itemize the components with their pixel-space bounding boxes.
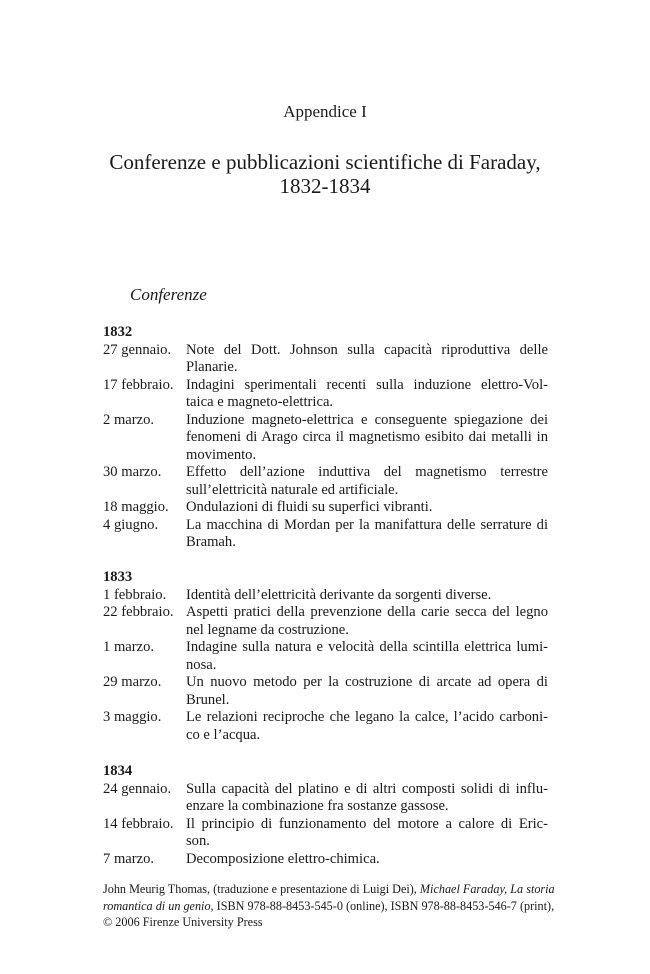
year-heading: 1833 [103,569,133,585]
lecture-title-line: taica e magneto-elettrica. [186,394,334,410]
lecture-title [186,499,548,517]
lecture-title-line: co e l’acqua. [186,726,261,743]
lecture-title [186,517,548,552]
lecture-title-line: Indagini sperimentali recenti sulla induzione elettro-Vol- [186,376,548,393]
lecture-entry [103,674,548,709]
lecture-title-line: movimento. [186,446,257,463]
lecture-title-line: sull’elettricità naturale ed artificiale. [186,481,399,498]
citation-footer [103,881,555,931]
lecture-title-line: enzare la combinazione fra sostanze gassose. [186,798,449,814]
year-section-1832 [103,324,548,552]
lecture-date: 4 giugno. [103,516,159,533]
lecture-title [186,709,548,744]
lecture-title-line: La macchina di Mordan per la manifattura delle serrature di [186,516,548,533]
lecture-date: 2 marzo. [103,411,155,428]
year-section-1834 [103,763,548,868]
lecture-title [186,674,548,709]
lecture-title-line: fenomeni di Arago circa il magnetismo esibito dai metalli in [186,429,548,445]
page-title-line: Conferenze e pubblicazioni scientifiche di Faraday, [109,150,541,174]
lecture-title-line: Ondulazioni di fluidi su superfici vibranti. [186,499,433,515]
lecture-title [186,587,548,605]
lecture-title-line: Il principio di funzionamento del motore a calore di Eric- [186,815,548,832]
footer-book-title: Michael Faraday, La storia [419,882,555,896]
lecture-title [186,464,548,499]
footer-line [103,881,555,898]
lecture-title-line: Sulla capacità del platino e di altri composti solidi di influ- [186,780,548,797]
lecture-entry [103,342,548,377]
footer-book-title: romantica di un genio [103,898,211,913]
lecture-date: 27 gennaio. [103,341,172,358]
footer-text: John Meurig Thomas, (traduzione e presentazione di Luigi Dei), [103,882,420,896]
year-heading: 1834 [103,763,133,779]
footer-text: , ISBN 978-88-8453-545-0 (online), ISBN 978-88-8453-546-7 (print), [210,898,555,913]
lecture-entry [103,781,548,816]
lecture-entry [103,851,548,869]
lecture-date: 7 marzo. [103,850,155,867]
footer-line [103,898,555,915]
lecture-entry [103,709,548,744]
lecture-title-line: Identità dell’elettricità derivante da sorgenti diverse. [186,586,492,603]
lecture-entry [103,499,548,517]
lecture-title-line: Le relazioni reciproche che legano la calce, l’acido carboni- [186,709,548,725]
appendix-title: Appendice I [283,102,367,121]
lecture-title-line: Un nuovo metodo per la costruzione di arcate ad opera di [186,674,548,690]
lecture-title-line: Bramah. [186,534,236,550]
lecture-date: 22 febbraio. [103,604,174,620]
lecture-entry [103,587,548,605]
lecture-title-line: nosa. [186,656,217,673]
lecture-date: 29 marzo. [103,674,162,690]
lecture-title-line: Induzione magneto-elettrica e conseguente spiegazione dei [186,411,548,428]
lecture-title [186,851,548,869]
lecture-date: 30 marzo. [103,464,162,480]
year-section-1833 [103,569,548,744]
lecture-title-line: Brunel. [186,691,230,708]
lecture-date: 18 maggio. [103,499,169,515]
lecture-entry [103,377,548,412]
lecture-date: 3 maggio. [103,709,162,725]
page-title [0,150,650,198]
lecture-title [186,342,548,377]
footer-copyright: © 2006 Firenze University Press [103,915,263,929]
page-title-line: 1832-1834 [279,174,371,198]
lecture-title-line: Indagine sulla natura e velocità della scintilla elettrica lumi- [186,639,548,655]
lecture-title-line: Decomposizione elettro-chimica. [186,850,380,867]
lecture-title-line: nel legname da costruzione. [186,621,349,638]
lecture-date: 17 febbraio. [103,376,174,393]
lecture-date: 14 febbraio. [103,815,174,832]
lecture-title [186,639,548,674]
lecture-entry [103,464,548,499]
lecture-title [186,604,548,639]
lecture-title-line: Planarie. [186,359,238,375]
lecture-date: 1 febbraio. [103,586,167,603]
lecture-title [186,412,548,465]
lecture-title [186,816,548,851]
lecture-date: 1 marzo. [103,639,155,655]
lecture-date: 24 gennaio. [103,780,172,797]
lecture-entry [103,816,548,851]
year-heading: 1832 [103,324,133,340]
lecture-title-line: Aspetti pratici della prevenzione della carie secca del legno [186,604,548,620]
lecture-entry [103,639,548,674]
section-subheading: Conferenze [130,285,207,304]
lecture-title [186,781,548,816]
lecture-title-line: Note del Dott. Johnson sulla capacità riproduttiva delle [186,341,548,358]
lecture-title-line: Effetto dell’azione induttiva del magnetismo terrestre [186,464,548,480]
lecture-title-line: son. [186,833,210,849]
lecture-entry [103,412,548,465]
lecture-entry [103,604,548,639]
lecture-entry [103,517,548,552]
lecture-title [186,377,548,412]
